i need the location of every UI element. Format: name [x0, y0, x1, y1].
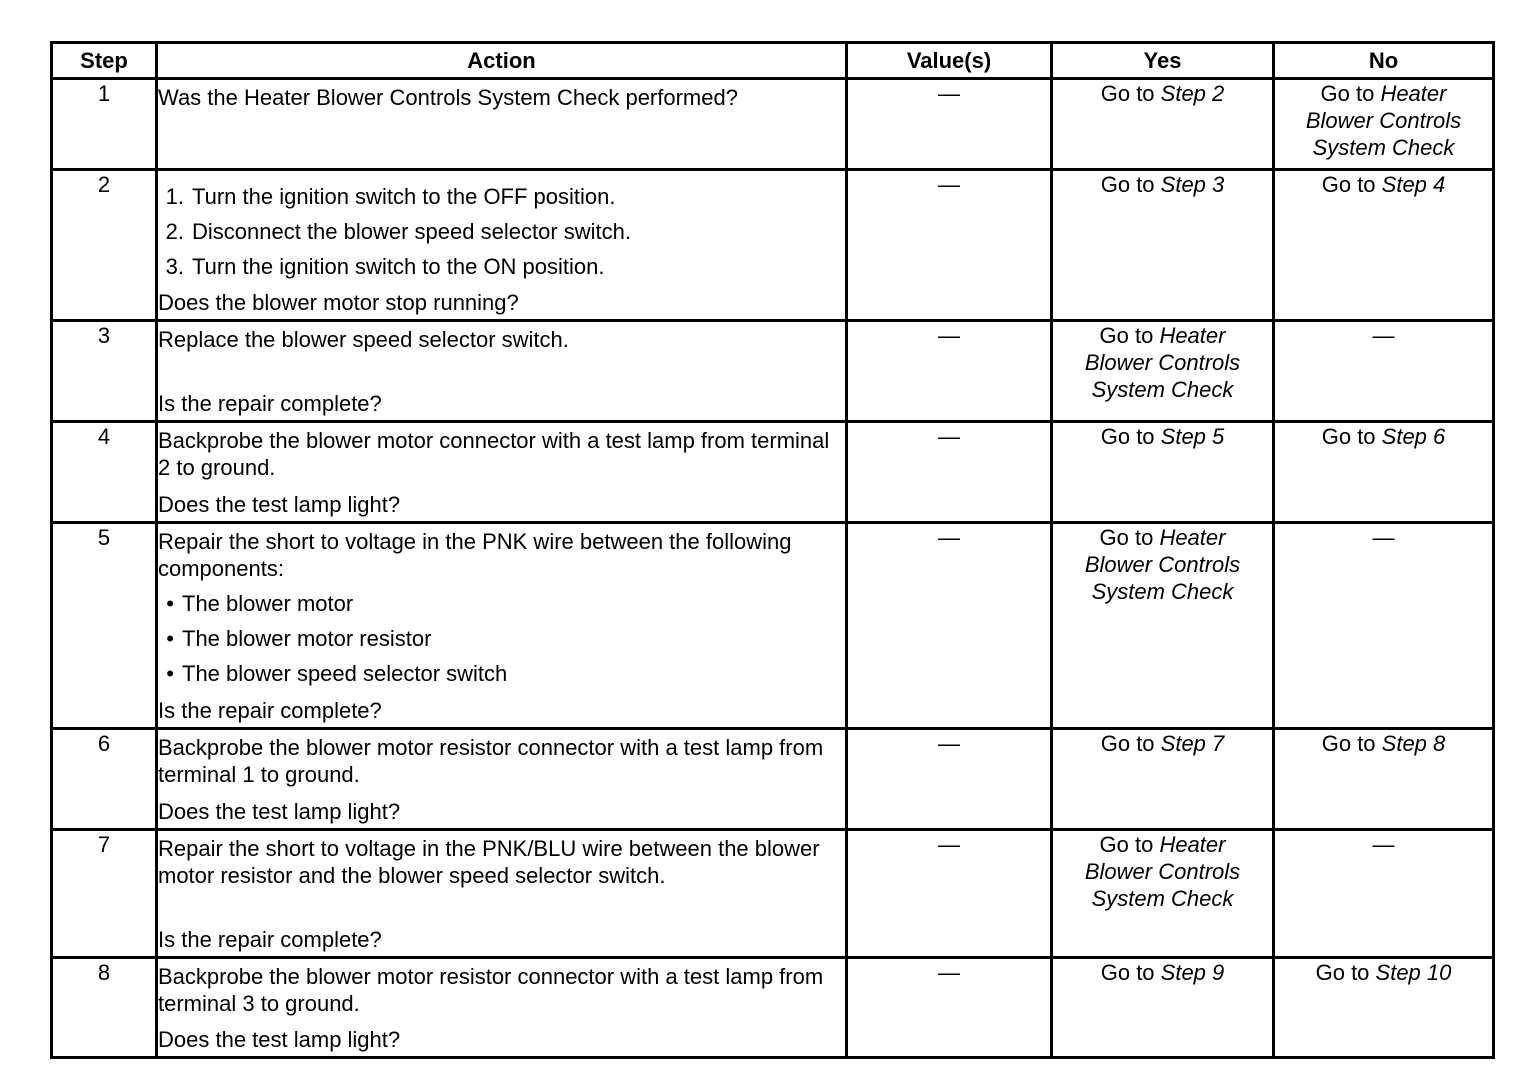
list-item	[158, 590, 845, 617]
result-target[interactable]: System Check	[1312, 135, 1455, 160]
result-prefix: Go to	[1315, 960, 1376, 985]
no-cell	[1274, 729, 1494, 830]
list-text: Turn the ignition switch to the ON position.	[192, 254, 605, 279]
table-row	[52, 523, 1494, 729]
result-prefix: Go to	[1100, 731, 1161, 756]
result-target[interactable]: Step 4	[1381, 172, 1446, 197]
yes-cell	[1052, 958, 1274, 1058]
step-number: 6	[52, 729, 157, 830]
action-text: Backprobe the blower motor connector with a test lamp from terminal 2 to ground.	[158, 428, 830, 480]
no-cell	[1274, 958, 1494, 1058]
action-body	[158, 427, 845, 481]
result-target[interactable]: System Check	[1091, 377, 1234, 402]
action-body	[158, 734, 845, 788]
no-cell	[1274, 321, 1494, 422]
table-row	[52, 79, 1494, 170]
result-target[interactable]: Step 9	[1160, 960, 1225, 985]
action-text: Repair the short to voltage in the PNK wire between the following components:	[158, 529, 792, 581]
result-target[interactable]: Blower Controls	[1305, 108, 1462, 133]
action-content	[158, 423, 845, 521]
result-prefix: Go to	[1100, 424, 1161, 449]
result-target[interactable]: Blower Controls	[1084, 859, 1241, 884]
list-number: 1.	[165, 184, 184, 209]
bullet-icon: •	[166, 626, 174, 651]
yes-cell	[1052, 79, 1274, 170]
result-prefix: Go to	[1321, 731, 1382, 756]
action-question: Does the test lamp light?	[158, 492, 401, 517]
action-text: Was the Heater Blower Controls System Check performed?	[158, 85, 738, 110]
table-row	[52, 958, 1494, 1058]
action-cell	[157, 321, 847, 422]
header-no: No	[1274, 43, 1494, 79]
action-cell	[157, 422, 847, 523]
result-prefix: Go to	[1099, 832, 1160, 857]
step-number: 1	[52, 79, 157, 170]
action-content	[158, 831, 845, 956]
action-content	[158, 524, 845, 727]
list-number: 3.	[165, 254, 184, 279]
step-number: 7	[52, 830, 157, 958]
action-text: Backprobe the blower motor resistor connector with a test lamp from terminal 3 to ground.	[158, 964, 824, 1016]
action-content	[158, 322, 845, 420]
header-action: Action	[157, 43, 847, 79]
list-text: The blower motor	[182, 591, 354, 616]
action-body	[158, 835, 845, 889]
result-target[interactable]: Step 2	[1160, 81, 1225, 106]
table-row	[52, 729, 1494, 830]
result-prefix: Go to	[1100, 960, 1161, 985]
yes-cell	[1052, 422, 1274, 523]
result-target[interactable]: Step 5	[1160, 424, 1225, 449]
list-item	[158, 183, 845, 210]
step-number: 8	[52, 958, 157, 1058]
list-text: The blower motor resistor	[182, 626, 432, 651]
action-body	[158, 528, 845, 695]
no-cell	[1274, 830, 1494, 958]
value-cell: —	[847, 830, 1052, 958]
header-row	[52, 43, 1494, 79]
action-body	[158, 326, 845, 353]
action-cell	[157, 958, 847, 1058]
diagnostic-table	[50, 41, 1495, 1059]
action-question: Is the repair complete?	[158, 391, 382, 416]
bullet-icon: •	[166, 661, 174, 686]
result-target[interactable]: Blower Controls	[1084, 552, 1241, 577]
table-row	[52, 422, 1494, 523]
action-question: Does the test lamp light?	[158, 799, 401, 824]
action-text: Repair the short to voltage in the PNK/BLU wire between the blower motor resistor and the blower speed selector switch.	[158, 836, 820, 888]
action-cell	[157, 830, 847, 958]
yes-cell	[1052, 170, 1274, 321]
result-target[interactable]: Heater	[1380, 81, 1447, 106]
result-target[interactable]: Heater	[1159, 832, 1226, 857]
action-question: Does the blower motor stop running?	[158, 290, 519, 315]
action-question: Does the test lamp light?	[158, 1027, 401, 1052]
result-prefix: Go to	[1100, 172, 1161, 197]
result-target[interactable]: Heater	[1159, 323, 1226, 348]
value-cell: —	[847, 729, 1052, 830]
result-target[interactable]: Step 7	[1160, 731, 1225, 756]
result-target[interactable]: Step 6	[1381, 424, 1446, 449]
result-text: —	[1372, 323, 1395, 348]
result-target[interactable]: System Check	[1091, 579, 1234, 604]
table-row	[52, 830, 1494, 958]
step-number: 3	[52, 321, 157, 422]
header-values: Value(s)	[847, 43, 1052, 79]
result-target[interactable]: Step 8	[1381, 731, 1446, 756]
action-body	[158, 84, 845, 111]
yes-cell	[1052, 830, 1274, 958]
yes-cell	[1052, 729, 1274, 830]
action-content	[158, 730, 845, 828]
value-cell: —	[847, 422, 1052, 523]
action-text: Replace the blower speed selector switch.	[158, 327, 569, 352]
result-prefix: Go to	[1320, 81, 1381, 106]
action-cell	[157, 170, 847, 321]
result-text: —	[1372, 832, 1395, 857]
action-text: Backprobe the blower motor resistor connector with a test lamp from terminal 1 to ground.	[158, 735, 824, 787]
result-prefix: Go to	[1100, 81, 1161, 106]
no-cell	[1274, 170, 1494, 321]
action-question: Is the repair complete?	[158, 927, 382, 952]
action-question: Is the repair complete?	[158, 698, 382, 723]
list-item	[158, 660, 845, 687]
result-target[interactable]: Step 10	[1375, 960, 1452, 985]
header-step: Step	[52, 43, 157, 79]
no-cell	[1274, 422, 1494, 523]
value-cell: —	[847, 170, 1052, 321]
result-prefix: Go to	[1321, 172, 1382, 197]
action-cell	[157, 729, 847, 830]
list-text: Turn the ignition switch to the OFF position.	[192, 184, 616, 209]
action-content	[158, 171, 845, 319]
action-cell	[157, 79, 847, 170]
action-content	[158, 959, 845, 1056]
list-item	[158, 253, 845, 280]
action-body	[158, 175, 845, 288]
result-text: —	[1372, 525, 1395, 550]
step-number: 2	[52, 170, 157, 321]
step-number: 4	[52, 422, 157, 523]
list-text: The blower speed selector switch	[182, 661, 508, 686]
action-body	[158, 963, 845, 1017]
action-cell	[157, 523, 847, 729]
table-row	[52, 321, 1494, 422]
yes-cell	[1052, 321, 1274, 422]
list-number: 2.	[165, 219, 184, 244]
value-cell: —	[847, 321, 1052, 422]
list-item	[158, 625, 845, 652]
no-cell	[1274, 523, 1494, 729]
action-content	[158, 80, 845, 168]
result-target[interactable]: Blower Controls	[1084, 350, 1241, 375]
yes-cell	[1052, 523, 1274, 729]
result-prefix: Go to	[1099, 323, 1160, 348]
header-yes: Yes	[1052, 43, 1274, 79]
step-number: 5	[52, 523, 157, 729]
result-target[interactable]: System Check	[1091, 886, 1234, 911]
bullet-list	[158, 590, 845, 687]
no-cell	[1274, 79, 1494, 170]
list-text: Disconnect the blower speed selector switch.	[192, 219, 631, 244]
value-cell: —	[847, 79, 1052, 170]
list-item	[158, 218, 845, 245]
numbered-list	[158, 183, 845, 280]
result-prefix: Go to	[1099, 525, 1160, 550]
value-cell: —	[847, 958, 1052, 1058]
table-row	[52, 170, 1494, 321]
result-prefix: Go to	[1321, 424, 1382, 449]
bullet-icon: •	[166, 591, 174, 616]
result-target[interactable]: Heater	[1159, 525, 1226, 550]
value-cell: —	[847, 523, 1052, 729]
result-target[interactable]: Step 3	[1160, 172, 1225, 197]
